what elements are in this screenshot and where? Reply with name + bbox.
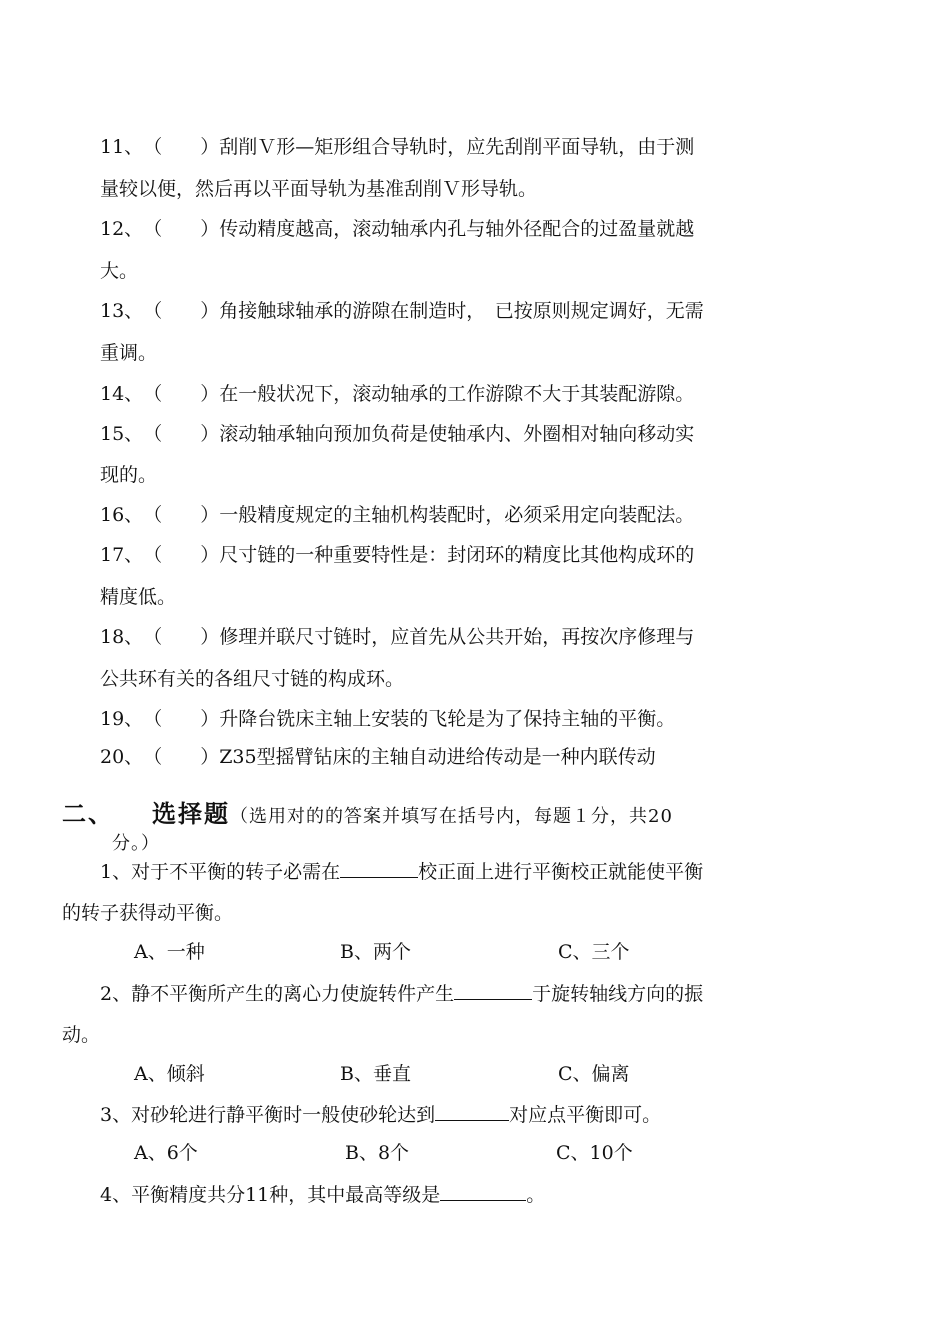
question-text: 滚动轴承轴向预加负荷是使轴承内、外圈相对轴向移动实 (219, 423, 695, 445)
question-text: 传动精度越高，滚动轴承内孔与轴外径配合的过盈量就越 (219, 218, 695, 240)
answer-paren: （ ） (143, 218, 220, 240)
tf-question-18-cont: 公共环有关的各组尺寸链的构成环。 (100, 668, 405, 690)
tf-question-16 (100, 501, 800, 529)
question-text: 在一般状况下，滚动轴承的工作游隙不大于其装配游隙。 (219, 383, 695, 405)
answer-paren: （ ） (143, 746, 220, 768)
tf-question-20 (100, 743, 800, 771)
tf-question-14 (100, 380, 800, 408)
answer-paren: （ ） (143, 544, 220, 566)
option-b: B、两个 (340, 941, 411, 963)
section-note: （选用对的的答案并填写在括号内，每题１分，共20 (230, 806, 673, 827)
mc-question-4 (100, 1180, 545, 1209)
answer-paren: （ ） (143, 136, 220, 158)
question-text: 升降台铣床主轴上安装的飞轮是为了保持主轴的平衡。 (219, 708, 676, 730)
answer-paren: （ ） (143, 383, 220, 405)
tf-question-11 (100, 133, 800, 161)
question-number: 14、 (100, 383, 144, 405)
question-number: 13、 (100, 300, 144, 322)
option-a: A、倾斜 (134, 1063, 205, 1085)
option-b: B、8个 (345, 1142, 410, 1164)
option-c: C、10个 (556, 1142, 633, 1164)
mc-question-2-cont: 动。 (62, 1024, 101, 1046)
question-text: 刮削Ｖ形—矩形组合导轨时，应先刮削平面导轨，由于测 (219, 136, 695, 158)
question-text: 。 (526, 1184, 546, 1206)
mc-question-1-cont: 的转子获得动平衡。 (62, 902, 234, 924)
section-heading (62, 800, 822, 831)
question-number: 16、 (100, 504, 144, 526)
question-number: 17、 (100, 544, 144, 566)
section-number: 二、 (62, 799, 114, 828)
tf-question-13 (100, 297, 800, 325)
question-text: 于旋转轴线方向的振 (532, 983, 704, 1005)
question-text: 角接触球轴承的游隙在制造时， 已按原则规定调好，无需 (219, 300, 704, 322)
question-number: 11、 (100, 136, 144, 158)
answer-paren: （ ） (143, 504, 220, 526)
question-text: Z35型摇臂钻床的主轴自动进给传动是一种内联传动 (219, 746, 656, 768)
mc-question-2 (100, 979, 703, 1008)
answer-blank[interactable] (440, 1180, 526, 1201)
mc-question-3 (100, 1100, 661, 1129)
question-text: 1、对于不平衡的转子必需在 (100, 861, 341, 883)
option-b: B、垂直 (340, 1063, 411, 1085)
tf-question-12-cont: 大。 (100, 260, 139, 282)
question-number: 18、 (100, 626, 144, 648)
option-a: A、6个 (134, 1142, 198, 1164)
question-number: 20、 (100, 746, 144, 768)
answer-blank[interactable] (340, 857, 418, 878)
question-text: 2、静不平衡所产生的离心力使旋转件产生 (100, 983, 455, 1005)
tf-question-12 (100, 215, 800, 243)
section-note-cont: 分。） (112, 833, 160, 854)
question-text: 尺寸链的一种重要特性是：封闭环的精度比其他构成环的 (219, 544, 695, 566)
tf-question-15 (100, 420, 800, 448)
option-a: A、一种 (134, 941, 205, 963)
question-text: 对应点平衡即可。 (509, 1104, 662, 1126)
answer-blank[interactable] (454, 979, 532, 1000)
tf-question-15-cont: 现的。 (100, 464, 158, 486)
tf-question-17 (100, 541, 800, 569)
question-text: 4、平衡精度共分11种，其中最高等级是 (100, 1184, 441, 1206)
mc-question-1 (100, 857, 703, 886)
tf-question-17-cont: 精度低。 (100, 586, 177, 608)
tf-question-19 (100, 705, 800, 733)
answer-paren: （ ） (143, 423, 220, 445)
option-c: C、偏离 (558, 1063, 630, 1085)
question-text: 修理并联尺寸链时，应首先从公共开始，再按次序修理与 (219, 626, 695, 648)
question-number: 19、 (100, 708, 144, 730)
question-text: 一般精度规定的主轴机构装配时，必须采用定向装配法。 (219, 504, 695, 526)
answer-paren: （ ） (143, 626, 220, 648)
tf-question-13-cont: 重调。 (100, 342, 158, 364)
question-text: 校正面上进行平衡校正就能使平衡 (418, 861, 704, 883)
section-title: 选择题 (152, 799, 230, 828)
option-c: C、三个 (558, 941, 630, 963)
tf-question-18 (100, 623, 800, 651)
question-number: 12、 (100, 218, 144, 240)
answer-paren: （ ） (143, 300, 220, 322)
tf-question-11-cont: 量较以便，然后再以平面导轨为基准刮削Ｖ形导轨。 (100, 178, 538, 200)
answer-blank[interactable] (435, 1100, 509, 1121)
question-text: 3、对砂轮进行静平衡时一般使砂轮达到 (100, 1104, 436, 1126)
answer-paren: （ ） (143, 708, 220, 730)
question-number: 15、 (100, 423, 144, 445)
